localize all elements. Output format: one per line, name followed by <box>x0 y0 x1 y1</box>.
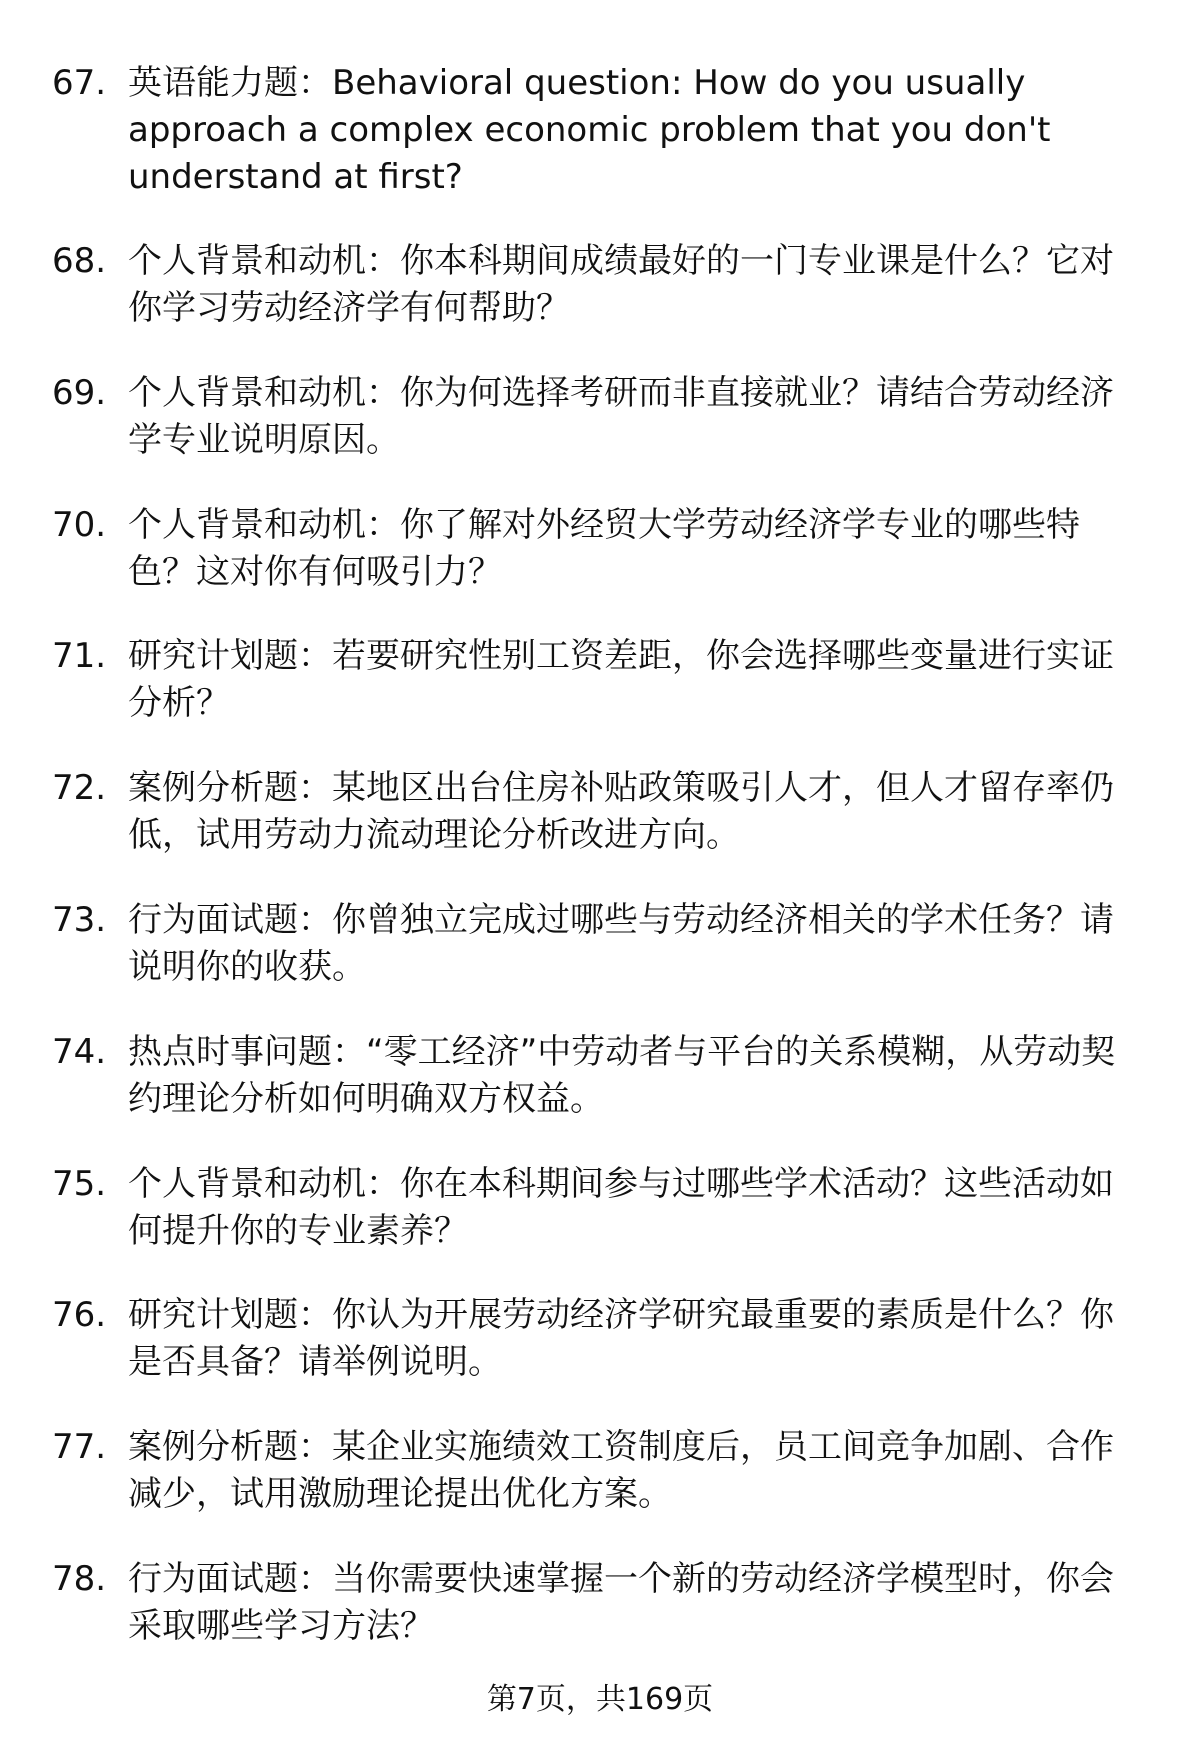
question-text: 研究计划题：你认为开展劳动经济学研究最重要的素质是什么？你是否具备？请举例说明。 <box>128 1295 1114 1383</box>
question-number: 69. <box>52 372 107 413</box>
question-text: 个人背景和动机：你为何选择考研而非直接就业？请结合劳动经济学专业说明原因。 <box>128 372 1114 460</box>
question-item <box>0 1161 1200 1293</box>
question-number: 78. <box>52 1558 107 1599</box>
question-item <box>0 370 1200 502</box>
question-item <box>0 60 1200 238</box>
question-number: 76. <box>52 1295 107 1336</box>
question-item <box>0 1556 1200 1688</box>
question-text: 个人背景和动机：你本科期间成绩最好的一门专业课是什么？它对你学习劳动经济学有何帮助？ <box>128 241 1114 328</box>
question-list <box>0 60 1200 1688</box>
question-number: 67. <box>52 63 107 103</box>
question-number: 74. <box>52 1031 107 1072</box>
question-item <box>0 1292 1200 1424</box>
question-item <box>0 502 1200 634</box>
question-number: 72. <box>52 768 107 809</box>
question-number: 68. <box>52 241 107 281</box>
question-item <box>0 1029 1200 1161</box>
question-item <box>0 238 1200 370</box>
question-item <box>0 897 1200 1029</box>
question-item <box>0 633 1200 765</box>
question-text: 个人背景和动机：你在本科期间参与过哪些学术活动？这些活动如何提升你的专业素养？ <box>128 1163 1114 1251</box>
question-number: 73. <box>52 899 107 940</box>
question-number: 70. <box>52 504 107 545</box>
question-item <box>0 1424 1200 1556</box>
question-text: 行为面试题：你曾独立完成过哪些与劳动经济相关的学术任务？请说明你的收获。 <box>128 899 1114 987</box>
question-text: 热点时事问题：“零工经济”中劳动者与平台的关系模糊，从劳动契约理论分析如何明确双方权益。 <box>128 1031 1116 1119</box>
question-number: 75. <box>52 1163 107 1204</box>
question-text: 研究计划题：若要研究性别工资差距，你会选择哪些变量进行实证分析？ <box>128 636 1114 724</box>
question-text: 英语能力题：Behavioral question: How do you usually approach a complex economic problem that you don't understand at first? <box>128 63 1051 197</box>
question-text: 案例分析题：某企业实施绩效工资制度后，员工间竞争加剧、合作减少，试用激励理论提出优化方案。 <box>128 1427 1114 1515</box>
question-text: 个人背景和动机：你了解对外经贸大学劳动经济学专业的哪些特色？这对你有何吸引力？ <box>128 504 1080 592</box>
question-number: 77. <box>52 1427 107 1468</box>
question-item <box>0 765 1200 897</box>
page-number-footer: 第7页，共169页 <box>486 1682 714 1717</box>
question-text: 行为面试题：当你需要快速掌握一个新的劳动经济学模型时，你会采取哪些学习方法？ <box>128 1558 1114 1646</box>
question-number: 71. <box>52 636 107 677</box>
question-text: 案例分析题：某地区出台住房补贴政策吸引人才，但人才留存率仍低，试用劳动力流动理论分析改进方向。 <box>128 768 1114 856</box>
